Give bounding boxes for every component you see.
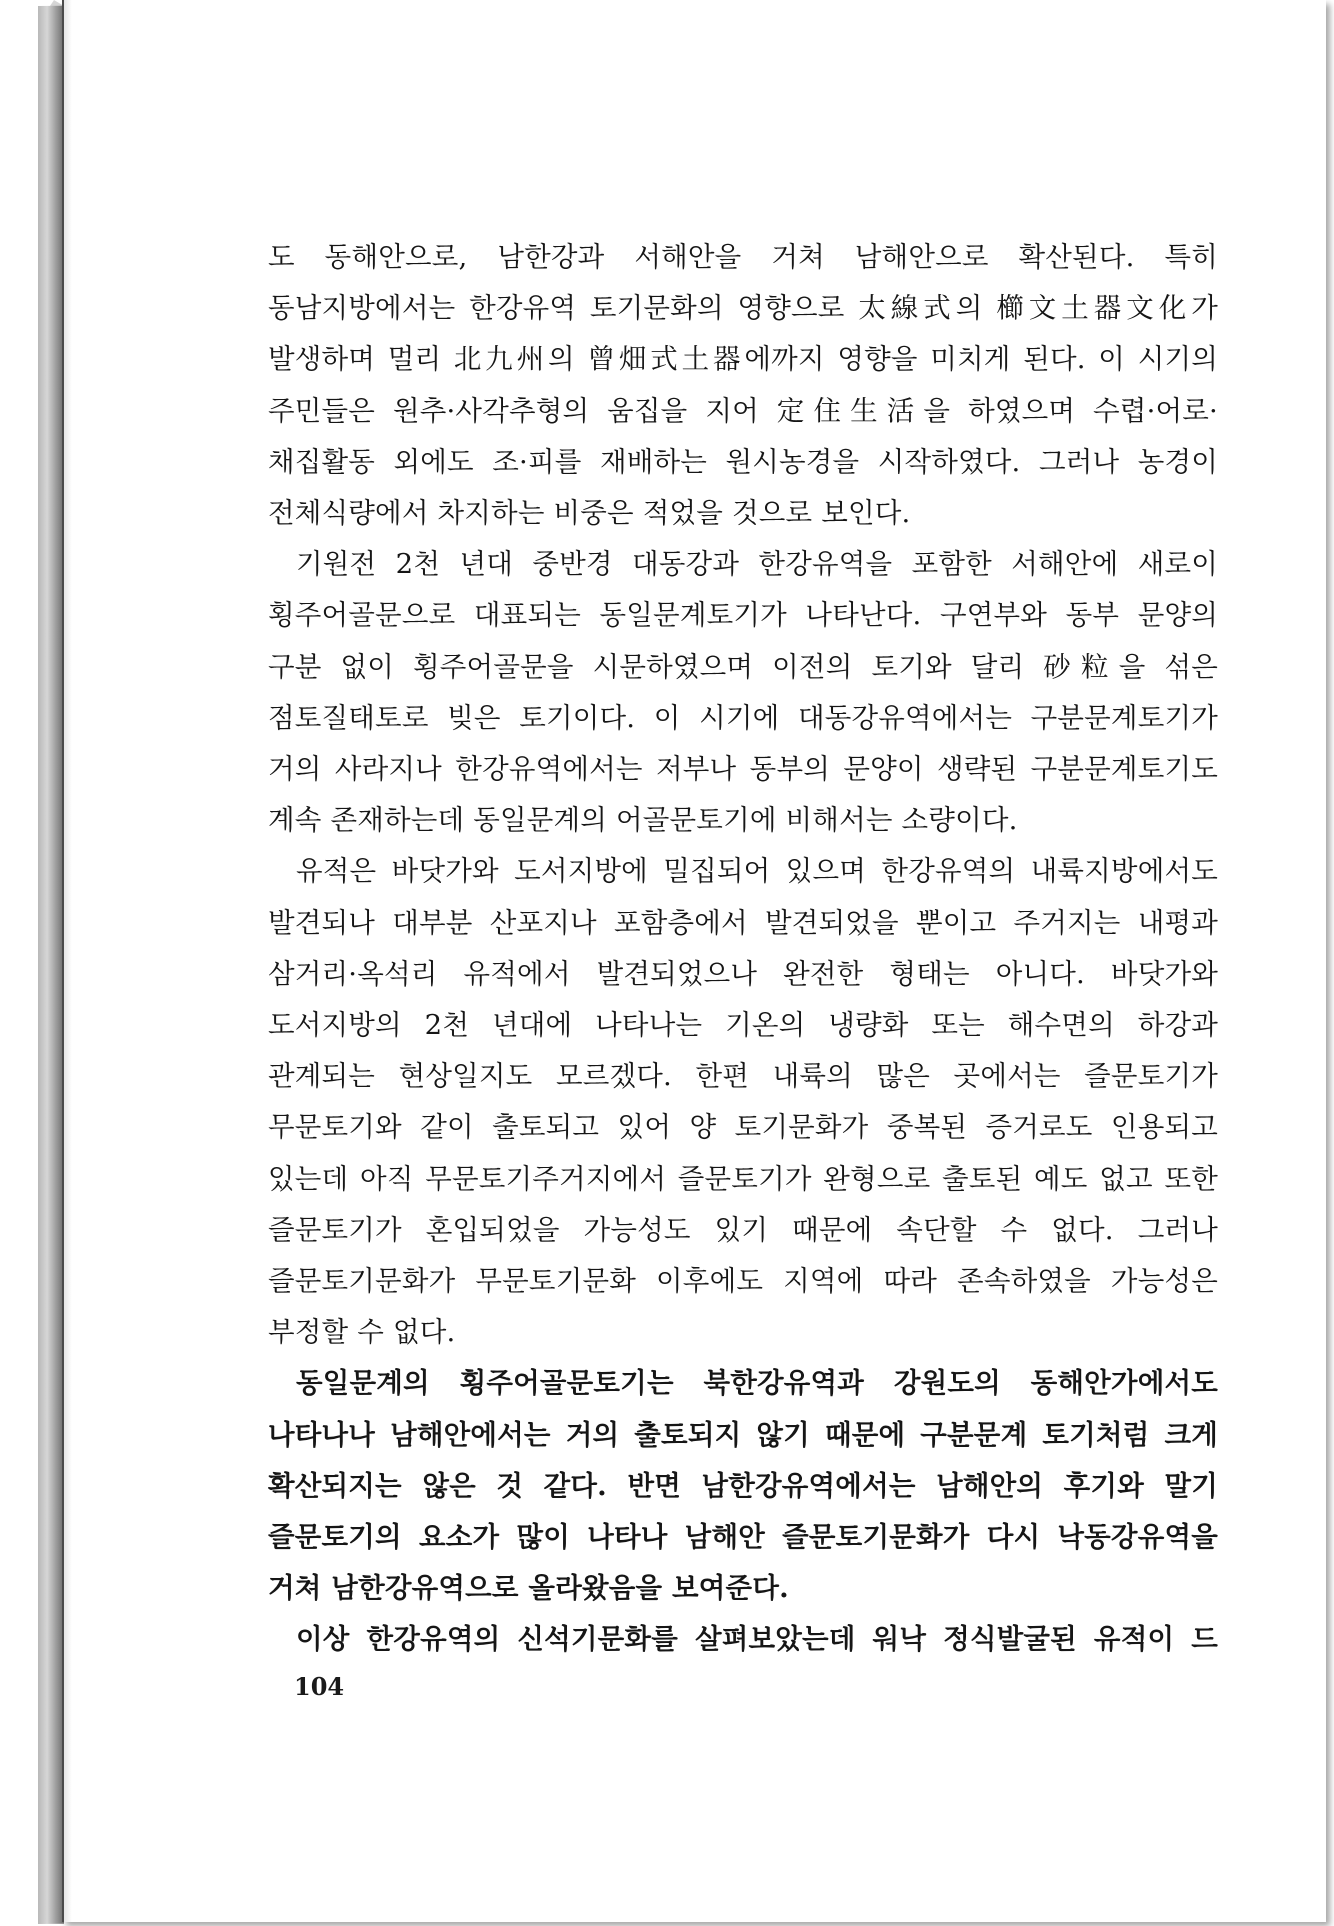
paragraph-5: 이상 한강유역의 신석기문화를 살펴보았는데 워낙 정식발굴된 유적이 드 <box>296 1623 1218 1656</box>
paragraph-3: 유적은 바닷가와 도서지방에 밀집되어 있으며 한강유역의 내륙지방에서도 발견되나 대부분 산포지나 포함층에서 발견되었을 뿐이고 주거지는 내평과 삼거리·옥석리 유적에서 발견되었으나 완전한 형태는 아니다. 바닷가와 도서지방의 2천 년대에 나타나는 기온의 냉량화 또는 해수면의 하강과 관계되는 현상일지도 모르겠다. 한편 내륙의 많은 곳에서는 즐문토기가 무문토기와 같이 출토되고 있어 양 토기문화가 중복된 증거로도 인용되고 있는데 아직 무문토기주거지에서 즐문토기가 완형으로 출토된 예도 없고 또한 즐문토기가 혼입되었을 가능성도 있기 때문에 속단할 수 없다. 그러나 즐문토기문화가 무문토기문화 이후에도 지역에 따라 존속하였을 가능성은 부정할 수 없다. <box>268 855 1218 1349</box>
paragraph-2: 기원전 2천 년대 중반경 대동강과 한강유역을 포함한 서해안에 새로이 횡주어골문으로 대표되는 동일문계토기가 나타난다. 구연부와 동부 문양의 구분 없이 횡주어골문을 시문하였으며 이전의 토기와 달리 砂粒을 섞은 점토질태토로 빚은 토기이다. 이 시기에 대동강유역에서는 구분문계토기가 거의 사라지나 한강유역에서는 저부나 동부의 문양이 생략된 구분문계토기도 계속 존재하는데 동일문계의 어골문토기에 비해서는 소량이다. <box>268 548 1218 837</box>
body-text <box>268 232 1218 1666</box>
page-number: 104 <box>294 1672 345 1701</box>
paragraph-4: 동일문계의 횡주어골문토기는 북한강유역과 강원도의 동해안가에서도 나타나나 남해안에서는 거의 출토되지 않기 때문에 구분문계 토기처럼 크게 확산되지는 않은 것 같다. 반면 남한강유역에서는 남해안의 후기와 말기 즐문토기의 요소가 많이 나타나 남해안 즐문토기문화가 다시 낙동강유역을 거쳐 남한강유역으로 올라왔음을 보여준다. <box>268 1367 1218 1605</box>
paragraph-1: 도 동해안으로, 남한강과 서해안을 거쳐 남해안으로 확산된다. 특히 동남지방에서는 한강유역 토기문화의 영향으로 太線式의 櫛文土器文化가 발생하며 멀리 北九州의 曾畑式土器에까지 영향을 미치게 된다. 이 시기의 주민들은 원추·사각추형의 움집을 지어 定住生活을 하였으며 수렵·어로·채집활동 외에도 조·피를 재배하는 원시농경을 시작하였다. 그러나 농경이 전체식량에서 차지하는 비중은 적었을 것으로 보인다. <box>268 241 1218 530</box>
book-spine <box>38 6 64 1924</box>
page-gutter-shadow <box>62 0 72 1922</box>
